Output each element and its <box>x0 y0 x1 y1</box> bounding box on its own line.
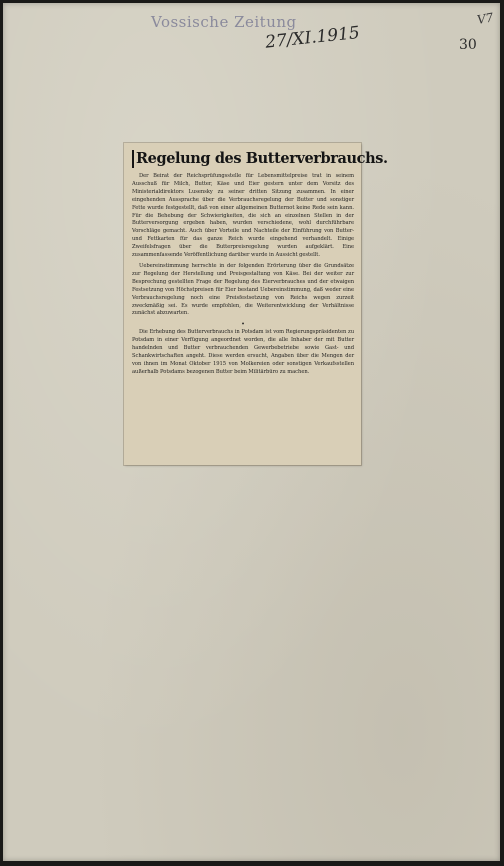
article-paragraph-1: Der Beirat der Reichsprüfungsstelle für Lebensmittelpreise trat in seinem Ausschuß für Milch, Butter, Käse und Eier gestern unter dem Vorsitz des Ministerialdirektors Lusensky zu seiner dritten Sitzung zusammen. In einer eingehenden Aussprache über die Verbrauchsregelung der Butter und sonstiger Fette wurde festgestellt, daß von einer allgemeinen Butternot keine Rede sein kann. Für die Behebung der Schwierigkeiten, die sich an einzelnen Stellen in der Butterversorgung ergeben haben, wurden verschiedene, wohl durchführbare Vorschläge gemacht. Auch über Vorteile und Nachteile der Einführung von Butter- und Fettkarten für das ganze Reich wurde eingehend verhandelt. Einige Zweifelsfragen über die Butterpreisregelung wurden aufgeklärt. Eine zusammenfassende Veröffentlichung darüber wurde in Aussicht gestellt. <box>132 173 354 259</box>
newspaper-stamp: Vossische Zeitung <box>151 13 297 31</box>
newspaper-clipping <box>124 143 388 465</box>
article-paragraph-2: Uebereinstimmung herrschte in der folgenden Erörterung über die Grundsätze zur Regelung der Herstellung und Preisgestaltung von Käse. Bei der weiter zur Besprechung gestellten Frage der Regelung des Eierverbrauches und der etwaigen Festsetzung von Höchstpreisen für Eier bestand Uebereinstimmung, daß weder eine Verbrauchsregelung noch eine Preisfestsetzung von Reichs wegen zurzeit zweckmäßig sei. Es wurde empfohlen, die Weiterentwicklung der Verhältnisse zunächst abzuwarten. <box>132 262 354 317</box>
archive-sheet <box>3 3 500 861</box>
folio-number: 30 <box>459 37 477 53</box>
corner-mark: V7 <box>475 10 495 27</box>
article-headline: Regelung des Butterverbrauchs. <box>132 150 354 168</box>
paragraph-separator: • <box>241 321 245 329</box>
handwritten-date: 27/XI.1915 <box>264 22 361 53</box>
article-paragraph-3: Die Erhebung des Butterverbrauchs in Potsdam ist vom Regierungspräsidenten zu Potsdam in einer Verfügung angeordnet worden, die alle Inhaber der mit Butter handelnden und Butter verbrauchenden Gewerbebetriebe sowie Gast- und Schankwirtschaften angeht. Diese werden ersucht, Angaben über die Mengen der von ihnen im Monat Oktober 1915 von Molkereien oder sonstigen Verkaufsstellen außerhalb Potsdams bezogenen Butter beim Militärbüro zu machen. <box>132 329 354 375</box>
